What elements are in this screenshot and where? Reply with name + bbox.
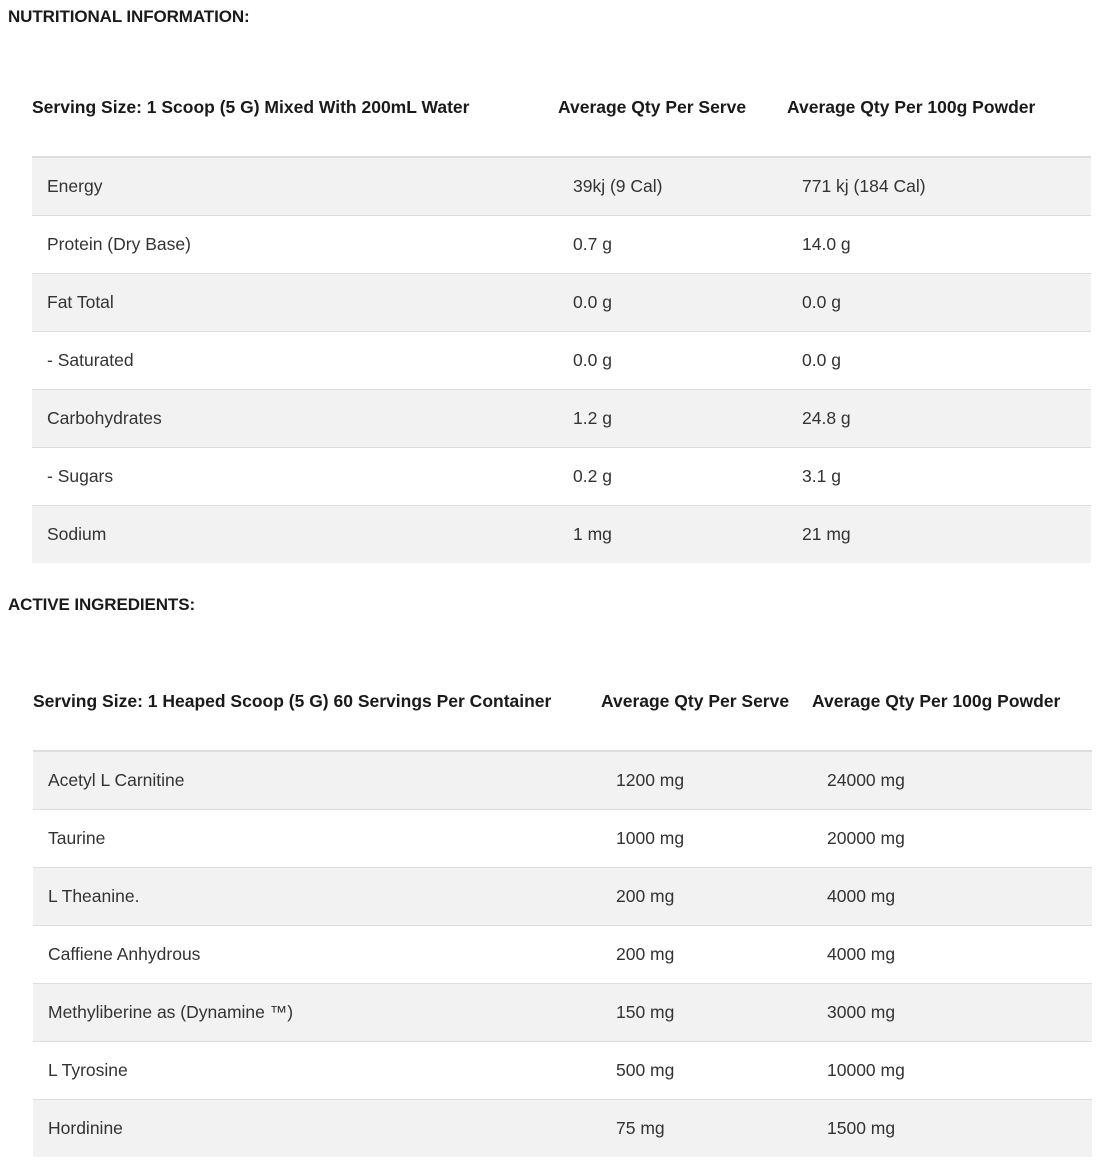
ingredient-name-cell: Energy — [32, 157, 558, 216]
ingredient-name-cell: L Tyrosine — [33, 1042, 601, 1100]
table-row — [32, 506, 1091, 564]
active-ingredients-table — [33, 652, 1092, 1157]
ingredient-name-cell: Fat Total — [32, 274, 558, 332]
ingredient-name-cell: Methyliberine as (Dynamine ™) — [33, 984, 601, 1042]
serving-size-header: Serving Size: 1 Heaped Scoop (5 G) 60 Servings Per Container — [33, 652, 601, 751]
qty-per-100g-cell: 14.0 g — [787, 216, 1091, 274]
qty-per-100g-cell: 3000 mg — [812, 984, 1092, 1042]
qty-per-serve-cell: 200 mg — [601, 926, 812, 984]
qty-per-serve-cell: 0.0 g — [558, 332, 787, 390]
ingredient-name-cell: Sodium — [32, 506, 558, 564]
qty-per-100g-cell: 21 mg — [787, 506, 1091, 564]
ingredient-name-cell: L Theanine. — [33, 868, 601, 926]
table-row — [32, 448, 1091, 506]
table-row — [32, 216, 1091, 274]
qty-per-100g-header: Average Qty Per 100g Powder — [787, 58, 1091, 157]
table-header-row — [33, 652, 1092, 751]
table-row — [33, 984, 1092, 1042]
qty-per-serve-cell: 39kj (9 Cal) — [558, 157, 787, 216]
ingredient-name-cell: - Saturated — [32, 332, 558, 390]
qty-per-serve-cell: 1200 mg — [601, 751, 812, 810]
qty-per-100g-cell: 1500 mg — [812, 1100, 1092, 1158]
ingredient-name-cell: Caffiene Anhydrous — [33, 926, 601, 984]
table-row — [33, 926, 1092, 984]
serving-size-header: Serving Size: 1 Scoop (5 G) Mixed With 200mL Water — [32, 58, 558, 157]
nutritional-table-body — [32, 157, 1091, 563]
nutritional-information-heading: NUTRITIONAL INFORMATION: — [8, 7, 250, 26]
table-row — [33, 1100, 1092, 1158]
active-table-body — [33, 751, 1092, 1157]
qty-per-serve-cell: 200 mg — [601, 868, 812, 926]
qty-per-100g-cell: 10000 mg — [812, 1042, 1092, 1100]
qty-per-serve-cell: 0.2 g — [558, 448, 787, 506]
ingredient-name-cell: Protein (Dry Base) — [32, 216, 558, 274]
qty-per-100g-cell: 24.8 g — [787, 390, 1091, 448]
table-row — [33, 1042, 1092, 1100]
qty-per-serve-cell: 150 mg — [601, 984, 812, 1042]
qty-per-serve-cell: 1.2 g — [558, 390, 787, 448]
table-row — [33, 810, 1092, 868]
qty-per-100g-cell: 3.1 g — [787, 448, 1091, 506]
qty-per-serve-cell: 500 mg — [601, 1042, 812, 1100]
table-row — [32, 157, 1091, 216]
qty-per-100g-cell: 0.0 g — [787, 332, 1091, 390]
table-header-row — [32, 58, 1091, 157]
qty-per-serve-cell: 1 mg — [558, 506, 787, 564]
qty-per-100g-cell: 4000 mg — [812, 926, 1092, 984]
ingredient-name-cell: Acetyl L Carnitine — [33, 751, 601, 810]
qty-per-100g-header: Average Qty Per 100g Powder — [812, 652, 1092, 751]
qty-per-serve-cell: 0.7 g — [558, 216, 787, 274]
qty-per-serve-cell: 0.0 g — [558, 274, 787, 332]
ingredient-name-cell: - Sugars — [32, 448, 558, 506]
qty-per-100g-cell: 24000 mg — [812, 751, 1092, 810]
qty-per-100g-cell: 4000 mg — [812, 868, 1092, 926]
nutritional-information-table — [32, 58, 1091, 563]
ingredient-name-cell: Hordinine — [33, 1100, 601, 1158]
qty-per-100g-cell: 0.0 g — [787, 274, 1091, 332]
table-row — [32, 332, 1091, 390]
qty-per-serve-header: Average Qty Per Serve — [601, 652, 812, 751]
qty-per-serve-cell: 75 mg — [601, 1100, 812, 1158]
active-ingredients-heading: ACTIVE INGREDIENTS: — [8, 595, 196, 614]
table-row — [33, 868, 1092, 926]
table-row — [32, 274, 1091, 332]
ingredient-name-cell: Taurine — [33, 810, 601, 868]
qty-per-serve-cell: 1000 mg — [601, 810, 812, 868]
table-row — [32, 390, 1091, 448]
qty-per-100g-cell: 20000 mg — [812, 810, 1092, 868]
table-row — [33, 751, 1092, 810]
ingredient-name-cell: Carbohydrates — [32, 390, 558, 448]
qty-per-100g-cell: 771 kj (184 Cal) — [787, 157, 1091, 216]
qty-per-serve-header: Average Qty Per Serve — [558, 58, 787, 157]
